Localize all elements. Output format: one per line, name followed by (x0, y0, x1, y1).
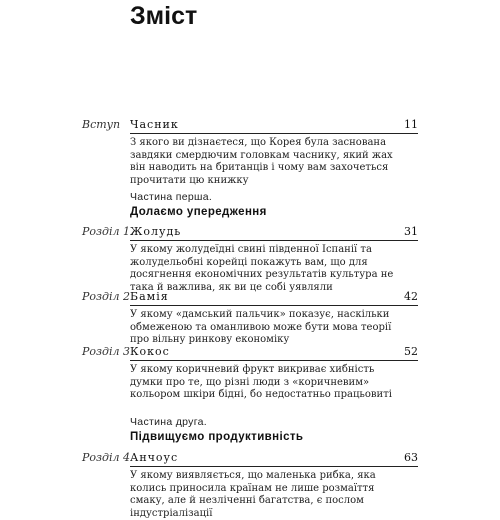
part-heading-1 (130, 191, 420, 218)
part-label: Частина друга. (130, 416, 207, 428)
chapter-description: У якому виявляється, що маленька рибка, яка колись приносила країнам не лише розмаїття смаку, але й незліченні багатства, є послом індустріалізації (130, 470, 376, 519)
chapter-description: У якому «дамський пальчик» показує, наскільки обмеженою та оманливою може бути мова теорії про вільну ринкову економіку (130, 309, 392, 345)
part-heading-2 (130, 416, 420, 443)
page-number: 31 (404, 225, 418, 238)
chapter-title: Анчоус (130, 451, 179, 464)
entry-label: Розділ 2 (82, 290, 131, 303)
chapter-title: Часник (130, 118, 179, 131)
entry-rule (130, 466, 418, 467)
part-label: Частина перша. (130, 191, 213, 203)
chapter-description: З якого ви дізнаєтеся, що Корея була заснована завдяки смердючим головкам часнику, який жах він наводить на британців і чому вам захочеться прочитати цю книжку (130, 137, 393, 186)
page-title: Зміст (130, 2, 198, 30)
part-title: Долаємо упередження (130, 206, 267, 218)
chapter-title: Жолудь (130, 225, 182, 238)
entry-rule (130, 360, 418, 361)
entry-label: Розділ 4 (82, 451, 131, 464)
entry-label: Розділ 1 (82, 225, 131, 238)
part-title: Підвищуємо продуктивність (130, 431, 304, 443)
chapter-title: Кокос (130, 345, 170, 358)
chapter-description: У якому коричневий фрукт викриває хибність думки про те, що різні люди з «коричневим» кольором шкіри бідні, бо недостатньо працьовиті (130, 364, 392, 400)
entry-rule (130, 240, 418, 241)
chapter-description: У якому жолудеїдні свині південної Іспанії та жолудельобні корейці покажуть вам, що для досягнення економічних результатів культура не така й важлива, як ви це собі уявляли (130, 244, 394, 293)
page-number: 52 (404, 345, 418, 358)
entry-rule (130, 305, 418, 306)
page-number: 63 (404, 451, 418, 464)
entry-label: Вступ (82, 118, 121, 131)
page-number: 42 (404, 290, 418, 303)
entry-rule (130, 133, 418, 134)
page-number: 11 (404, 118, 418, 131)
chapter-title: Бамія (130, 290, 169, 303)
entry-label: Розділ 3 (82, 345, 131, 358)
